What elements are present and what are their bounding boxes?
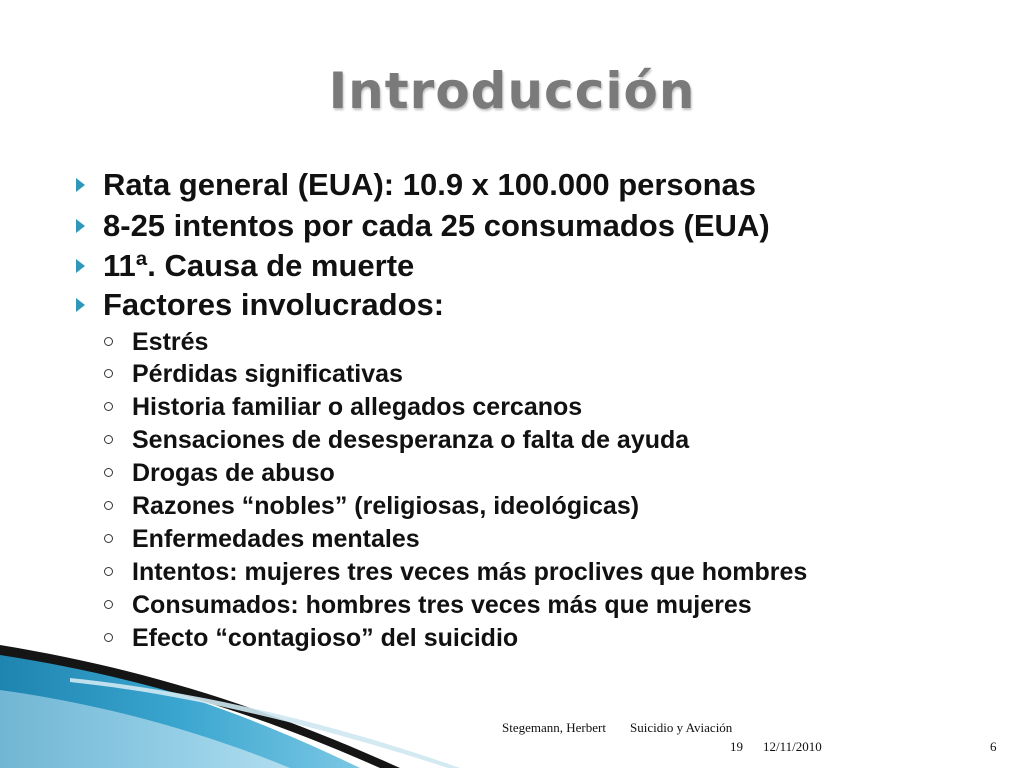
sub-bullet-item [104,490,1004,522]
triangle-arrow-icon [76,259,85,273]
hollow-circle-icon [104,369,113,378]
sub-bullet-item [104,556,1004,588]
sub-bullet-item [104,391,1004,423]
footer-topic: Suicidio y Aviación [630,720,733,735]
sub-bullet-text: Estrés [132,328,209,356]
hollow-circle-icon [104,600,113,609]
sub-bullet-text: Consumados: hombres tres veces más que mujeres [132,591,752,619]
slide-title: Introducción [328,62,696,120]
sub-bullet-text: Pérdidas significativas [132,360,403,388]
sub-bullet-item [104,457,1004,489]
hollow-circle-icon [104,534,113,543]
hollow-circle-icon [104,501,113,510]
bullet-text: Rata general (EUA): 10.9 x 100.000 personas [103,167,757,202]
sub-bullet-text: Drogas de abuso [132,459,335,487]
sub-bullet-item [104,589,1004,621]
sub-bullet-item [104,424,1004,456]
footer-date: 12/11/2010 [763,739,822,754]
sub-bullet-text: Sensaciones de desesperanza o falta de ayuda [132,426,690,454]
bullet-text: Factores involucrados: [103,287,445,322]
hollow-circle-icon [104,633,113,642]
sub-bullet-item [104,523,1004,555]
sub-bullet-text: Efecto “contagioso” del suicidio [132,624,519,652]
hollow-circle-icon [104,567,113,576]
bullet-text: 8-25 intentos por cada 25 consumados (EUA) [103,208,770,243]
bullet-item [76,246,976,286]
hollow-circle-icon [104,468,113,477]
bullet-item [76,165,976,205]
triangle-arrow-icon [76,219,85,233]
triangle-arrow-icon [76,298,85,312]
bullet-text: 11ª. Causa de muerte [103,248,415,283]
sub-bullet-text: Enfermedades mentales [132,525,420,553]
hollow-circle-icon [104,435,113,444]
footer-author: Stegemann, Herbert [502,720,606,735]
sub-bullet-text: Historia familiar o allegados cercanos [132,393,583,421]
sub-bullet-text: Intentos: mujeres tres veces más proclives que hombres [132,558,808,586]
footer-page-ref: 19 [730,739,743,754]
sub-bullet-text: Razones “nobles” (religiosas, ideológicas) [132,492,640,520]
sub-bullet-item [104,358,1004,390]
sub-bullet-item [104,622,1004,654]
bullet-item [76,285,976,325]
sub-bullet-item [104,326,1004,358]
bullet-item [76,206,976,246]
slide-number: 6 [990,739,997,754]
hollow-circle-icon [104,337,113,346]
triangle-arrow-icon [76,178,85,192]
hollow-circle-icon [104,402,113,411]
